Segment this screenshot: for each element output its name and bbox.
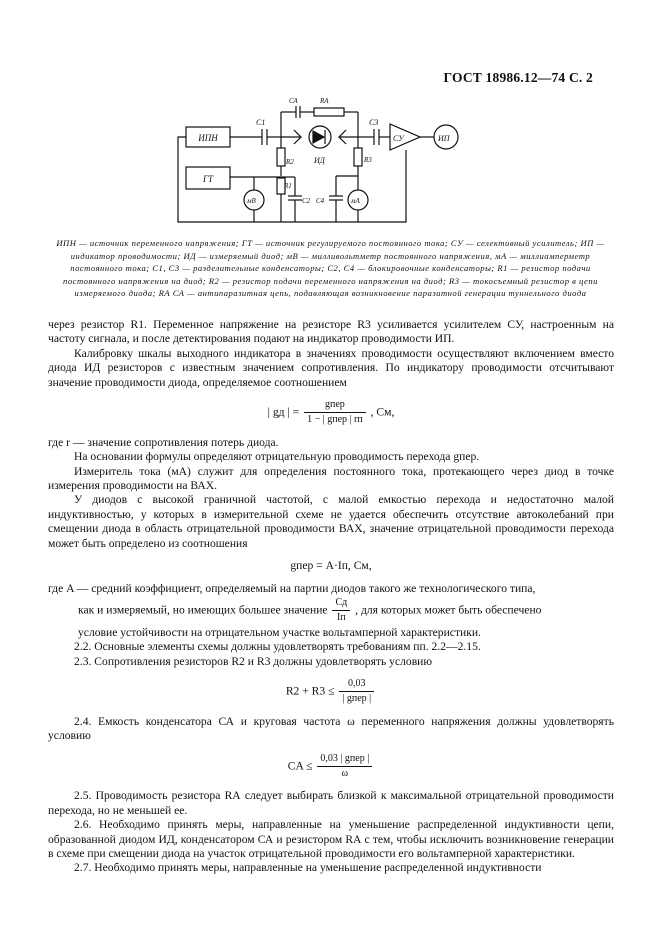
formula-gper: gпер = A·Iп, См, [290, 559, 372, 573]
formula-r-left: R2 + R3 ≤ [285, 684, 335, 698]
paragraph-5: Измеритель тока (мА) служит для определения постоянного тока, протекающего через диод в точке измерения проводимости на ВАХ. [48, 464, 614, 493]
paragraph-4: На основании формулы определяют отрицательную проводимость перехода gпер. [74, 450, 480, 464]
ra-label: RА [320, 97, 329, 105]
paragraph-3: где r — значение сопротивления потерь диода. [48, 435, 279, 449]
paragraph-15: 2.7. Необходимо принять меры, направленные на уменьшение распределенной индуктивности [74, 861, 542, 875]
paragraph-12: 2.4. Емкость конденсатора СА и круговая частота ω переменного напряжения должны удовлетворять условию [48, 714, 614, 743]
paragraph-6: У диодов с высокой граничной частотой, с малой емкостью перехода и недостаточно малой индуктивностью, у которых в измерительной схеме не удается обеспечить отсутствие автоколебаний при смещении диода в область отрицательной проводимости ВАХ, значение отрицательной проводимости перехода может быть определено из соотношения [48, 493, 614, 550]
c3-label: С3 [369, 118, 379, 127]
id-label: ИД [314, 156, 325, 165]
formula-gd-left: | gд | = [267, 405, 300, 419]
gt-label: ГТ [202, 174, 214, 184]
paragraph-8-end: , для которых может быть обеспечено [355, 603, 542, 617]
formula-ca-left: CA ≤ [287, 759, 313, 773]
page-header: ГОСТ 18986.12—74 С. 2 [443, 70, 593, 85]
paragraph-9: условие устойчивости на отрицательном участке вольтамперной характеристики. [78, 625, 481, 639]
c2-label: С2 [302, 197, 311, 205]
mv-label: мВ [247, 197, 256, 205]
paragraph-7: где A — средний коэффициент, определяемый на партии диодов такого же технологического типа, [48, 581, 536, 595]
formula-gd [48, 398, 614, 428]
paragraph-13: 2.5. Проводимость резистора RА следует выбирать близкой к максимальной отрицательной проводимости перехода, но не меньшей ее. [48, 789, 614, 817]
paragraph-8-start: как и измеряемый, но имеющих большее значение [78, 603, 328, 617]
r3-label: R3 [364, 156, 372, 164]
formula-ca [48, 752, 614, 782]
paragraph-10: 2.2. Основные элементы схемы должны удовлетворять требованиям пп. 2.2—2.15. [74, 640, 481, 654]
c4-label: С4 [316, 197, 325, 205]
formula-gd-unit: , См, [370, 405, 395, 419]
formula-r-denominator: | gпер | [342, 693, 372, 705]
formula-ca-fraction [317, 752, 372, 782]
figure-caption: ИПН — источник переменного напряжения; ГТ — источник регулируемого постоянного тока; СУ — селективный усилитель; ИП — индикатор проводимости; ИД — измеряемый диод; мВ — милливольтметр постоянного напряжения, мА — миллиамперметр постоянного тока; С1, С3 — разделительные конденсаторы; С2, С4 — блокировочные конденсаторы; R1 — резистор подачи постоянного напряжения на диод; R2 — резистор подачи переменного напряжения на диод; R3 — токосъемный резистор в цепи измеряемого диода; RА СА — антипаразитная цепь, подавляющая возникновение паразитной генерации туннельного диода [56, 238, 605, 299]
r1-label: R1 [284, 182, 292, 190]
formula-gd-denominator: 1 − | gпер | rп [307, 414, 363, 426]
cd-numerator: Cд [332, 596, 350, 611]
formula-r2-r3 [48, 677, 614, 707]
cd-ip-fraction [332, 596, 350, 626]
ip-label: ИП [438, 134, 450, 143]
ma-label: мА [351, 197, 360, 205]
c1-label: С1 [256, 118, 266, 127]
paragraph-14: 2.6. Необходимо принять меры, направленные на уменьшение распределенной индуктивности цепи, образованной диодом ИД, конденсатором СА и резистором RА с тем, чтобы исключить возникновение генерации в схеме при смещении диода на участок отрицательной проводимости его вольтамперной характеристики. [48, 818, 614, 860]
ca-label: СА [289, 97, 298, 105]
formula-r-fraction [339, 677, 374, 707]
ip-denominator: Iп [337, 612, 346, 624]
paragraph-8 [48, 596, 614, 626]
document-body [48, 318, 614, 876]
circuit-diagram [176, 92, 476, 232]
formula-gd-fraction [304, 398, 366, 428]
ipn-label: ИПН [198, 133, 218, 143]
formula-gd-numerator: gпер [304, 398, 366, 413]
paragraph-2: Калибровку шкалы выходного индикатора в значениях проводимости осуществляют включением вместо диода ИД резисторов с известным значением сопротивления. По индикатору проводимости отсчитывают значение проводимости диода, определяемое соотношением [48, 346, 614, 389]
formula-ca-numerator: 0,03 | gпер | [317, 752, 372, 767]
formula-r-numerator: 0,03 [339, 677, 374, 692]
paragraph-1: через резистор R1. Переменное напряжение на резисторе R3 усиливается усилителем СУ, настроенным на частоту сигнала, и после детектирования подают на индикатор проводимости ИП. [48, 318, 614, 346]
su-label: СУ [393, 134, 404, 143]
formula-ca-denominator: ω [341, 767, 349, 779]
r2-label: R2 [286, 158, 294, 166]
paragraph-11: 2.3. Сопротивления резисторов R2 и R3 должны удовлетворять условию [74, 654, 433, 668]
